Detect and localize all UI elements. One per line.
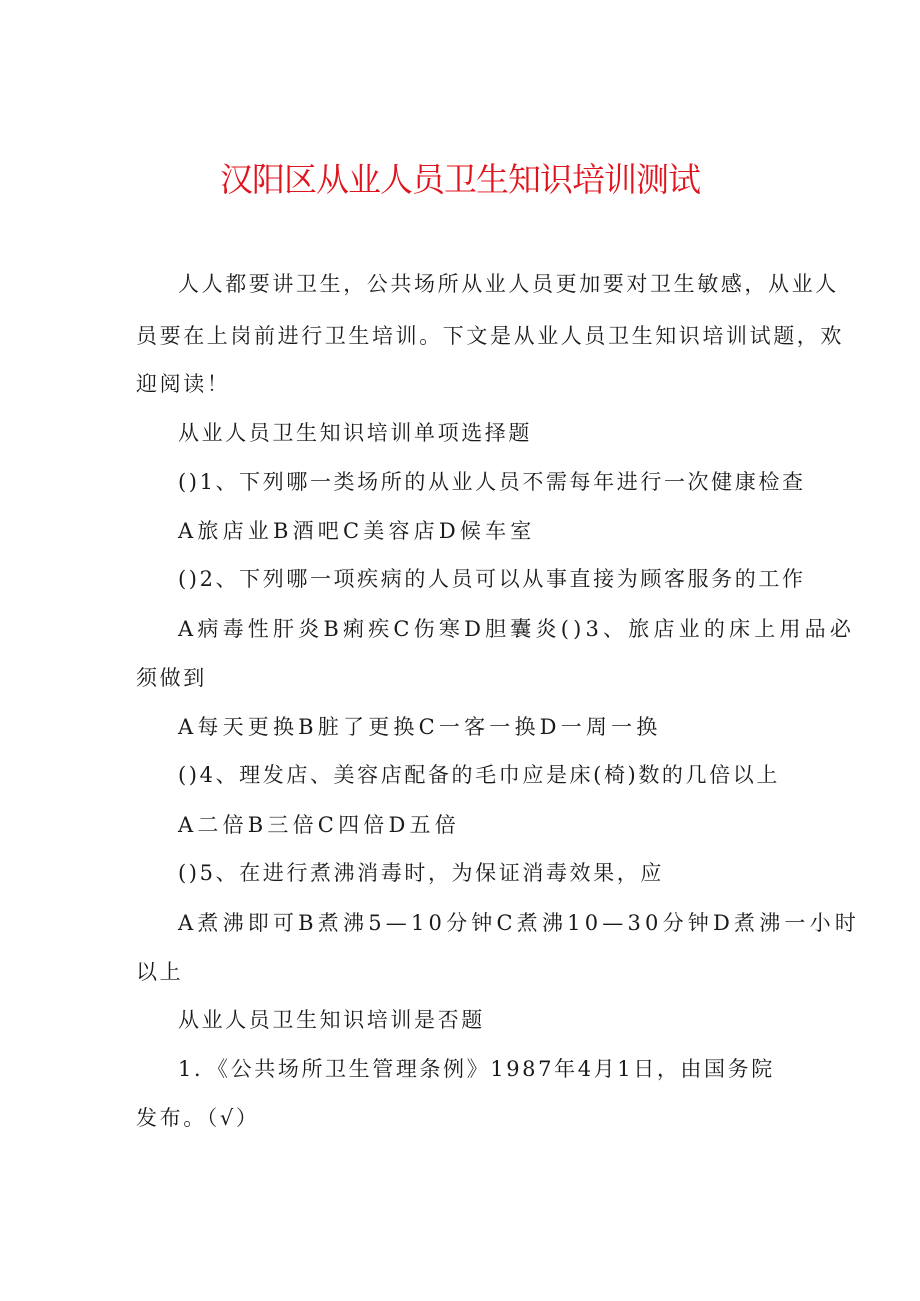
section-heading-single-choice: 从业人员卫生知识培训单项选择题 (178, 421, 532, 445)
question-5-options-continued: 以上 (136, 960, 184, 984)
question-4: ()4、理发店、美容店配备的毛巾应是床(椅)数的几倍以上 (178, 763, 780, 787)
question-3-options: A每天更换B脏了更换C一客一换D一周一换 (178, 715, 662, 739)
intro-line-1: 人人都要讲卫生，公共场所从业人员更加要对卫生敏感，从业人 (178, 272, 839, 296)
document-title: 汉阳区从业人员卫生知识培训测试 (220, 160, 700, 199)
intro-line-2: 员要在上岗前进行卫生培训。下文是从业人员卫生知识培训试题，欢 (136, 324, 844, 348)
question-1: ()1、下列哪一类场所的从业人员不需每年进行一次健康检查 (178, 470, 806, 494)
question-2-options-and-question-3: A病毒性肝炎B痢疾C伤寒D胆囊炎()3、旅店业的床上用品必 (178, 617, 856, 641)
question-3-continued: 须做到 (136, 666, 207, 690)
question-5: ()5、在进行煮沸消毒时，为保证消毒效果，应 (178, 861, 664, 885)
true-false-item-1-continued: 发布。（√） (136, 1106, 260, 1130)
intro-line-3: 迎阅读！ (136, 372, 231, 396)
question-1-options: A旅店业B酒吧C美容店D候车室 (178, 519, 536, 543)
true-false-item-1: 1．《公共场所卫生管理条例》1987年4月1日，由国务院 (178, 1057, 775, 1081)
question-5-options: A煮沸即可B煮沸5—10分钟C煮沸10—30分钟D煮沸一小时 (178, 911, 861, 935)
question-4-options: A二倍B三倍C四倍D五倍 (178, 813, 460, 837)
section-heading-true-false: 从业人员卫生知识培训是否题 (178, 1008, 485, 1032)
question-2: ()2、下列哪一项疾病的人员可以从事直接为顾客服务的工作 (178, 567, 806, 591)
